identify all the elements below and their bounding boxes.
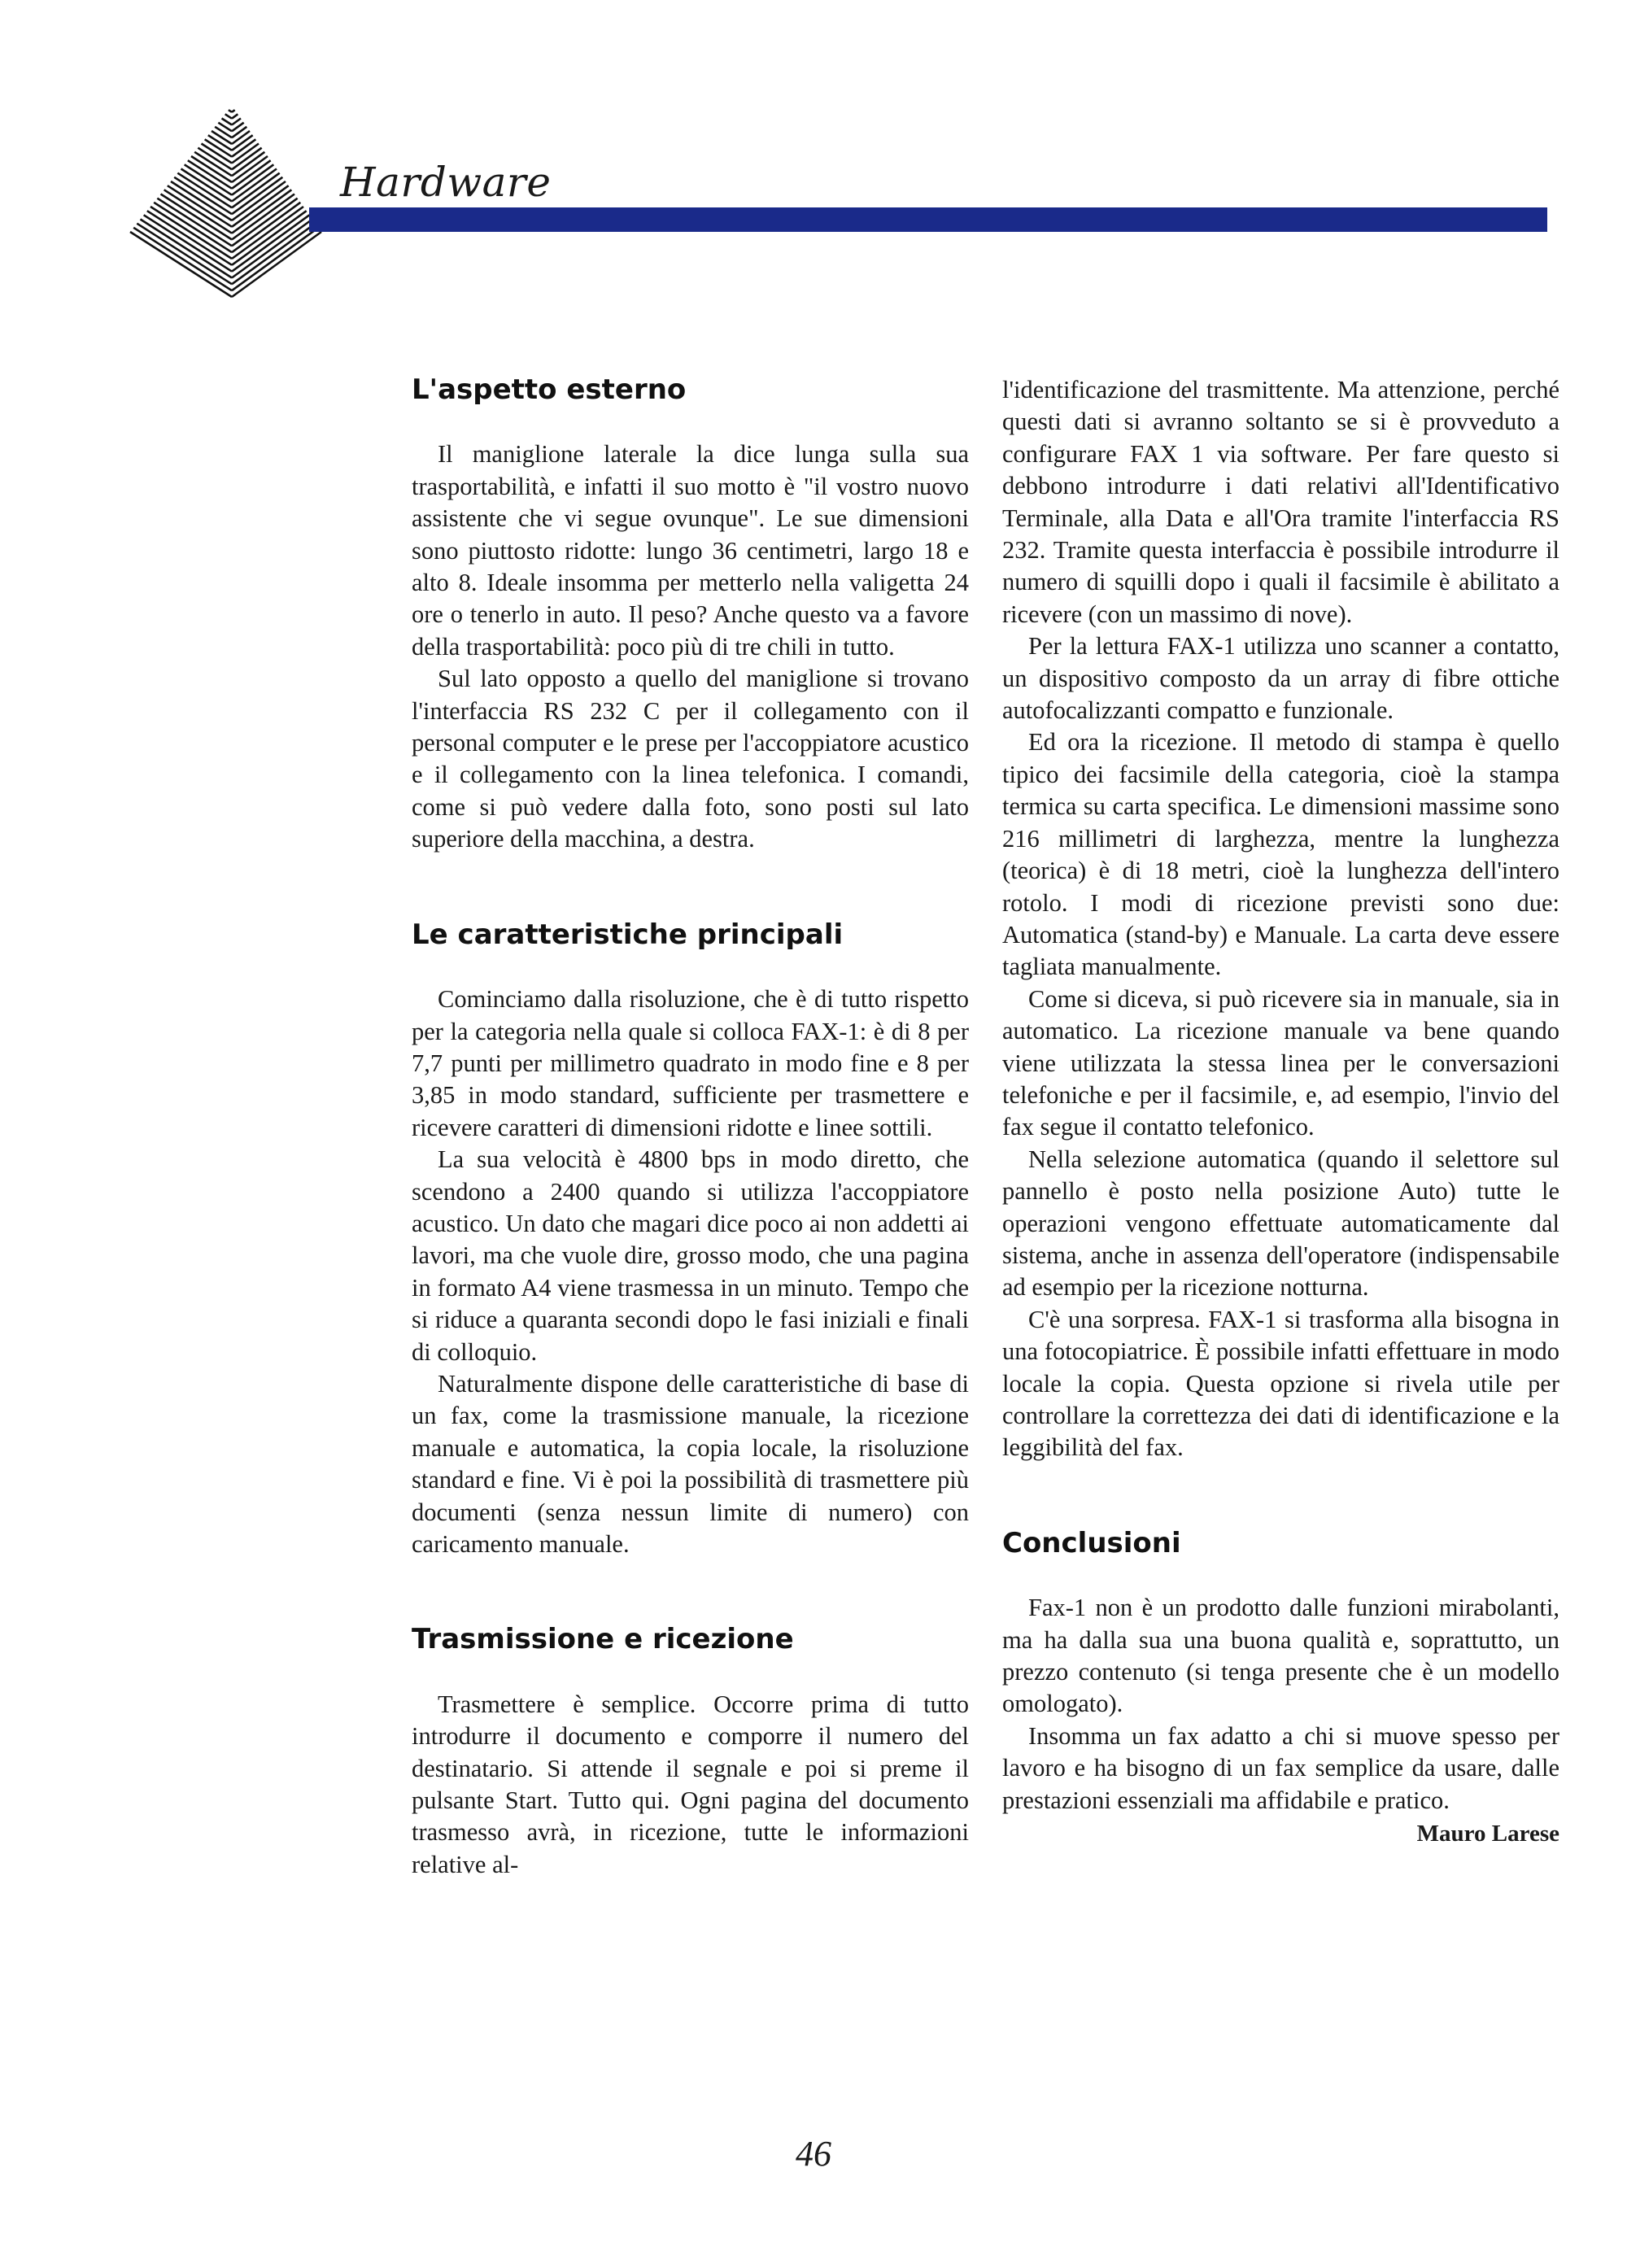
author-signature: Mauro Larese (1416, 1821, 1559, 1847)
page-header (0, 0, 1627, 309)
paragraph: Sul lato opposto a quello del maniglione si trovano l'interfaccia RS 232 C per il collegamento con il personal computer e le prese per l'accoppiatore acustico e il collegamento con la linea telefonica. I comandi, come si può vedere dalla foto, sono posti sul lato superiore della macchina, a destra. (412, 665, 969, 853)
heading-caratteristiche-principali: Le caratteristiche principali (412, 918, 844, 951)
right-column (1002, 374, 1559, 1850)
paragraph: Ed ora la ricezione. Il metodo di stampa è quello tipico dei facsimile della categoria, cioè la stampa termica su carta specifica. Le dimensioni massime sono 216 millimetri di larghezza, mentre la lunghezza (teorica) è di 18 metri, cioè la lunghezza dell'intero rotolo. I modi di ricezione previsti sono due: Automatica (stand-by) e Manuale. La carta deve essere tagliata manualmente. (1002, 728, 1559, 981)
paragraph: La sua velocità è 4800 bps in modo diretto, che scendono a 2400 quando si utilizza l'accoppiatore acustico. Un dato che magari dice poco ai non addetti ai lavori, ma che vuole dire, grosso modo, che una pagina in formato A4 viene trasmessa in un minuto. Tempo che si riduce a quaranta secondi dopo le fasi iniziali e finali di colloquio. (412, 1145, 969, 1366)
paragraph: Il maniglione laterale la dice lunga sulla sua trasportabilità, e infatti il suo motto è "il vostro nuovo assistente che vi segue ovunque". Le sue dimensioni sono piuttosto ridotte: lungo 36 centimetri, largo 18 e alto 8. Ideale insomma per metterlo nella valigetta 24 ore o tenerlo in auto. Il peso? Anche questo va a favore della trasportabilità: poco più di tre chili in tutto. (412, 440, 969, 661)
paragraph: Naturalmente dispone delle caratteristiche di base di un fax, come la trasmissione manuale, la ricezione manuale e automatica, la copia locale, la risoluzione standard e fine. Vi è poi la possibilità di trasmettere più documenti (senza nessun limite di numero) con caricamento manuale. (412, 1369, 969, 1558)
page-number: 46 (796, 2134, 831, 2174)
heading-trasmissione-ricezione: Trasmissione e ricezione (412, 1623, 794, 1656)
paragraph: Fax-1 non è un prodotto dalle funzioni mirabolanti, ma ha dalla sua una buona qualità e, soprattutto, un prezzo contenuto (si tenga presente che è un modello omologato). (1002, 1594, 1559, 1718)
paragraph: Per la lettura FAX-1 utilizza uno scanner a contatto, un dispositivo composto da un array di fibre ottiche autofocalizzanti compatto e funzionale. (1002, 632, 1559, 725)
header-rule (309, 207, 1547, 232)
left-column (412, 374, 969, 1881)
section-label: Hardware (340, 159, 552, 206)
paragraph: C'è una sorpresa. FAX-1 si trasforma alla bisogna in una fotocopiatrice. È possibile infatti effettuare in modo locale la copia. Questa opzione si rivela utile per controllare la correttezza dei dati di identificazione e la leggibilità del fax. (1002, 1305, 1559, 1462)
paragraph: l'identificazione del trasmittente. Ma attenzione, perché questi dati si avranno soltanto se si è provveduto a configurare FAX 1 via software. Per fare questo si debbono introdurre i dati relativi all'Identificativo Terminale, alla Data e all'Ora tramite l'interfaccia RS 232. Tramite questa interfaccia è possibile introdurre il numero di squilli dopo i quali il facsimile è abilitato a ricevere (con un massimo di nove). (1002, 376, 1559, 628)
heading-conclusioni: Conclusioni (1002, 1526, 1181, 1559)
paragraph: Cominciamo dalla risoluzione, che è di tutto rispetto per la categoria nella quale si colloca FAX-1: è di 8 per 7,7 punti per millimetro quadrato in modo fine e 8 per 3,85 in modo standard, sufficiente per trasmettere e ricevere caratteri di dimensioni ridotte e linee sottili. (412, 985, 969, 1141)
heading-aspetto-esterno: L'aspetto esterno (412, 373, 687, 406)
paragraph: Trasmettere è semplice. Occorre prima di tutto introdurre il documento e comporre il numero del destinatario. Si attende il segnale e poi si preme il pulsante Start. Tutto qui. Ogni pagina del documento trasmesso avrà, in ricezione, tutte le informazioni relative al- (412, 1690, 969, 1878)
paragraph: Nella selezione automatica (quando il selettore sul pannello è posto nella posizione Auto) tutte le operazioni vengono effettuate automaticamente dal sistema, anche in assenza dell'operatore (indispensabile ad esempio per la ricezione notturna. (1002, 1145, 1559, 1302)
paragraph: Insomma un fax adatto a chi si muove spesso per lavoro e ha bisogno di un fax semplice da usare, dalle prestazioni essenziali ma affidabile e pratico. (1002, 1721, 1559, 1814)
pyramid-logo-icon (122, 102, 325, 301)
paragraph: Come si diceva, si può ricevere sia in manuale, sia in automatico. La ricezione manuale va bene quando viene utilizzata la stessa linea per le conversazioni telefoniche e per il facsimile, e, ad esempio, l'invio del fax segue il contatto telefonico. (1002, 984, 1559, 1141)
